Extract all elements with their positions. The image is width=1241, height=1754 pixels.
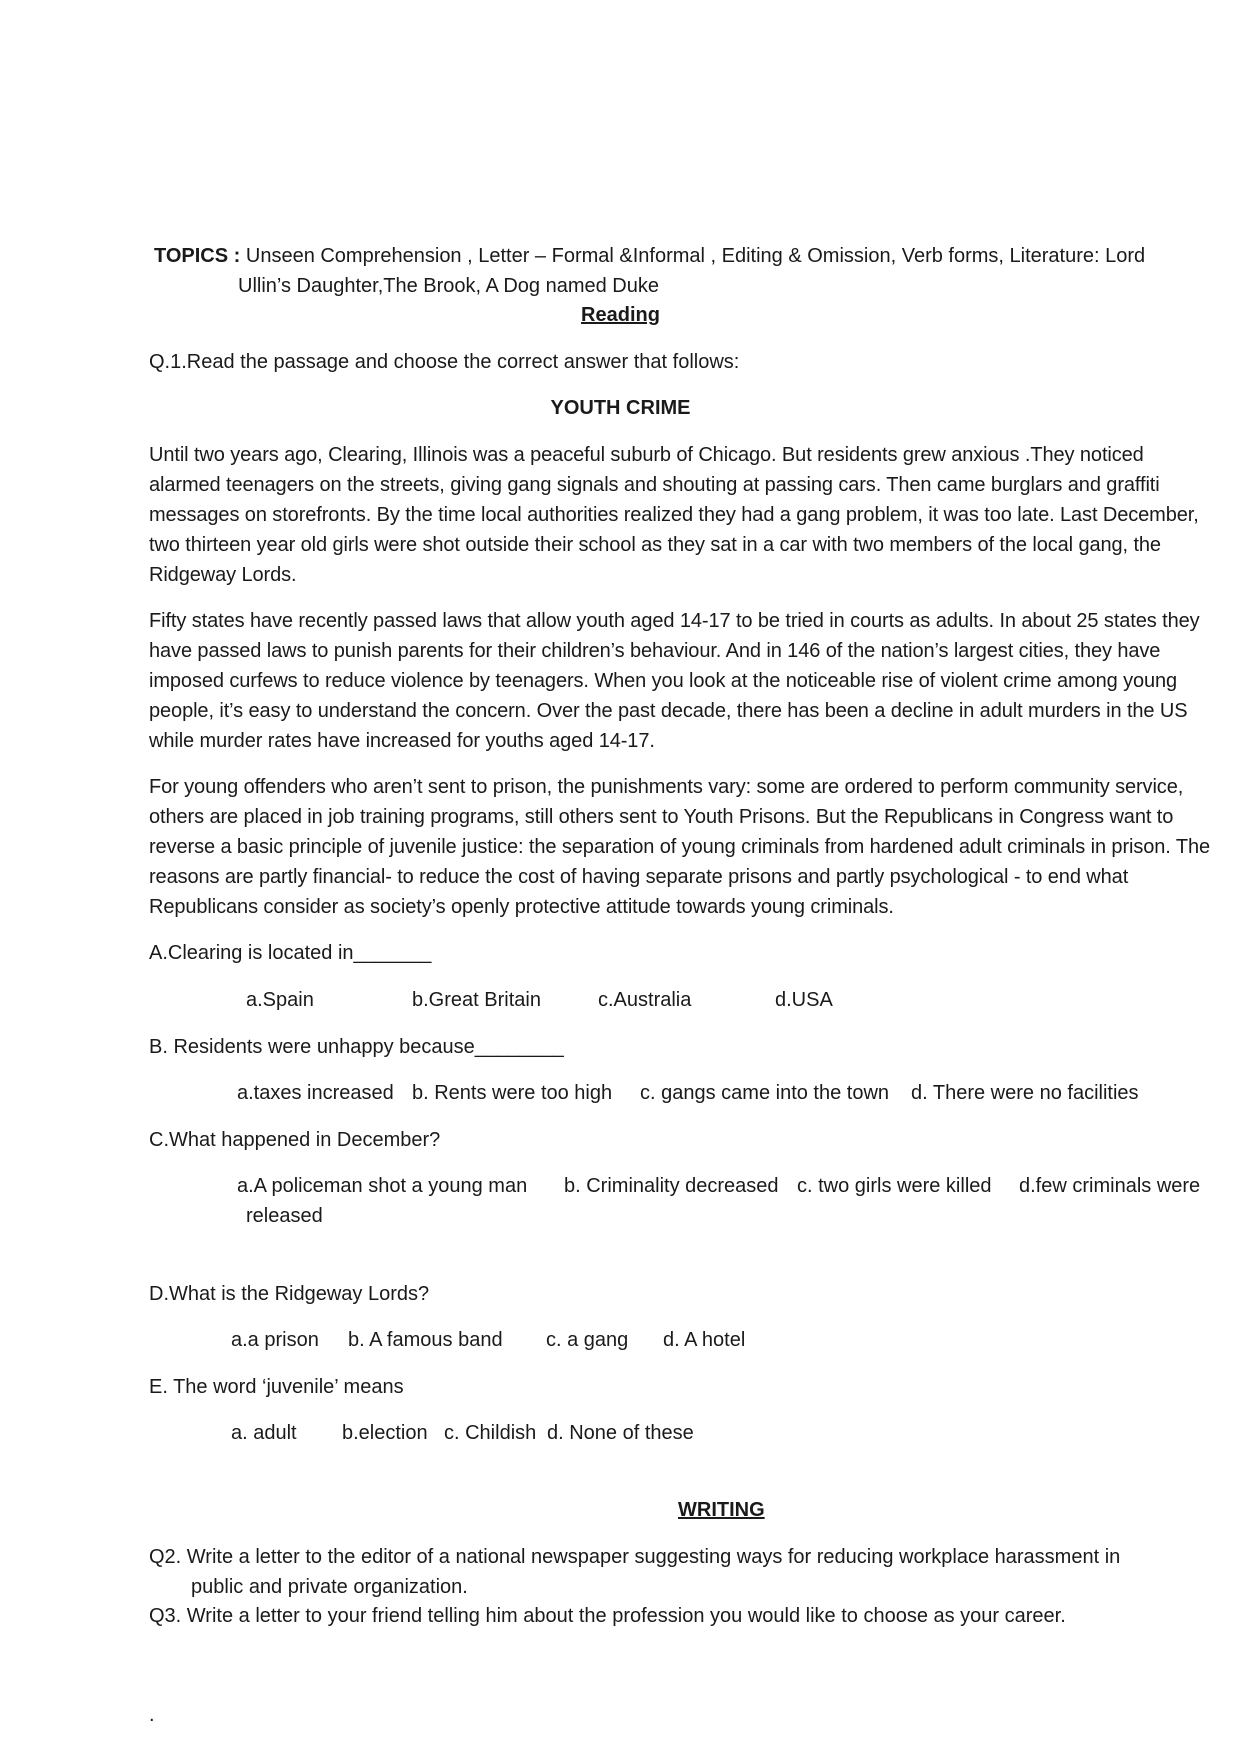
question-d-option-c: c. a gang [546, 1329, 629, 1351]
question-e: E. The word ‘juvenile’ means [149, 1376, 404, 1398]
question-a-option-a: a.Spain [246, 989, 314, 1011]
question-b-option-a: a.taxes increased [237, 1082, 394, 1104]
question-c-option-a: a.A policeman shot a young man [237, 1175, 528, 1197]
passage-paragraph-1: Until two years ago, Clearing, Illinois was a peaceful suburb of Chicago. But residents grew anxious .They noticed alarmed teenagers on the streets, giving gang signals and shouting at passing cars. Then came burglars and graffiti messages on storefronts. By the time local authorities realized they had a gang problem, it was too late. Last December, two thirteen year old girls were shot outside their school as they sat in a car with two members of the local gang, the Ridgeway Lords. [149, 444, 1199, 586]
passage-paragraph-2: Fifty states have recently passed laws that allow youth aged 14-17 to be tried in courts as adults. In about 25 states they have passed laws to punish parents for their children’s behaviour. And in 146 of the nation’s largest cities, they have imposed curfews to reduce violence by teenagers. When you look at the noticeable rise of violent crime among young people, it’s easy to understand the concern. Over the past decade, there has been a decline in adult murders in the US while murder rates have increased for youths aged 14-17. [149, 610, 1200, 752]
topics-line-1: Unseen Comprehension , Letter – Formal &Informal , Editing & Omission, Verb forms, Literature: Lord [245, 245, 1146, 267]
question-a-option-c: c.Australia [598, 989, 692, 1011]
question-d: D.What is the Ridgeway Lords? [149, 1283, 430, 1305]
question-b-option-d: d. There were no facilities [911, 1082, 1139, 1104]
topics-label: TOPICS : [154, 245, 241, 267]
topics-header [154, 241, 1204, 301]
question-d-option-b: b. A famous band [348, 1329, 503, 1351]
question-d-option-a: a.a prison [231, 1329, 319, 1351]
question-a-option-b: b.Great Britain [412, 989, 541, 1011]
q1-instruction: Q.1.Read the passage and choose the correct answer that follows: [149, 351, 740, 373]
question-a: A.Clearing is located in_______ [149, 942, 432, 964]
reading-heading: Reading [581, 304, 660, 326]
question-e-option-c: c. Childish [444, 1422, 537, 1444]
topics-line-2: Ullin’s Daughter,The Brook, A Dog named Duke [238, 275, 659, 297]
writing-heading: WRITING [678, 1499, 765, 1521]
question-e-option-d: d. None of these [547, 1422, 694, 1444]
question-c: C.What happened in December? [149, 1129, 441, 1151]
question-a-option-d: d.USA [775, 989, 833, 1011]
question-c-option-d-wrap: released [246, 1205, 323, 1227]
footer-dot: . [149, 1704, 155, 1726]
passage-title: YOUTH CRIME [550, 397, 691, 419]
question-e-option-a: a. adult [231, 1422, 297, 1444]
question-b-option-b: b. Rents were too high [412, 1082, 613, 1104]
question-2-line-2: public and private organization. [191, 1576, 468, 1598]
passage-paragraph-3: For young offenders who aren’t sent to prison, the punishments vary: some are ordered to perform community service, others are placed in job training programs, still others sent to Youth Prisons. But the Republicans in Congress want to reverse a basic principle of juvenile justice: the separation of young criminals from hardened adult criminals in prison. The reasons are partly financial- to reduce the cost of having separate prisons and partly psychological - to end what Republicans consider as society’s openly protective attitude towards young criminals. [149, 776, 1211, 918]
question-e-option-b: b.election [342, 1422, 428, 1444]
question-c-option-d: d.few criminals were [1019, 1175, 1201, 1197]
question-d-option-d: d. A hotel [663, 1329, 746, 1351]
question-c-option-c: c. two girls were killed [797, 1175, 992, 1197]
question-2 [149, 1542, 1219, 1602]
question-3: Q3. Write a letter to your friend telling him about the profession you would like to choose as your career. [149, 1605, 1066, 1627]
question-b-option-c: c. gangs came into the town [640, 1082, 890, 1104]
question-b: B. Residents were unhappy because________ [149, 1036, 564, 1058]
question-2-line-1: Q2. Write a letter to the editor of a national newspaper suggesting ways for reducing workplace harassment in [149, 1546, 1121, 1568]
question-c-option-b: b. Criminality decreased [564, 1175, 779, 1197]
